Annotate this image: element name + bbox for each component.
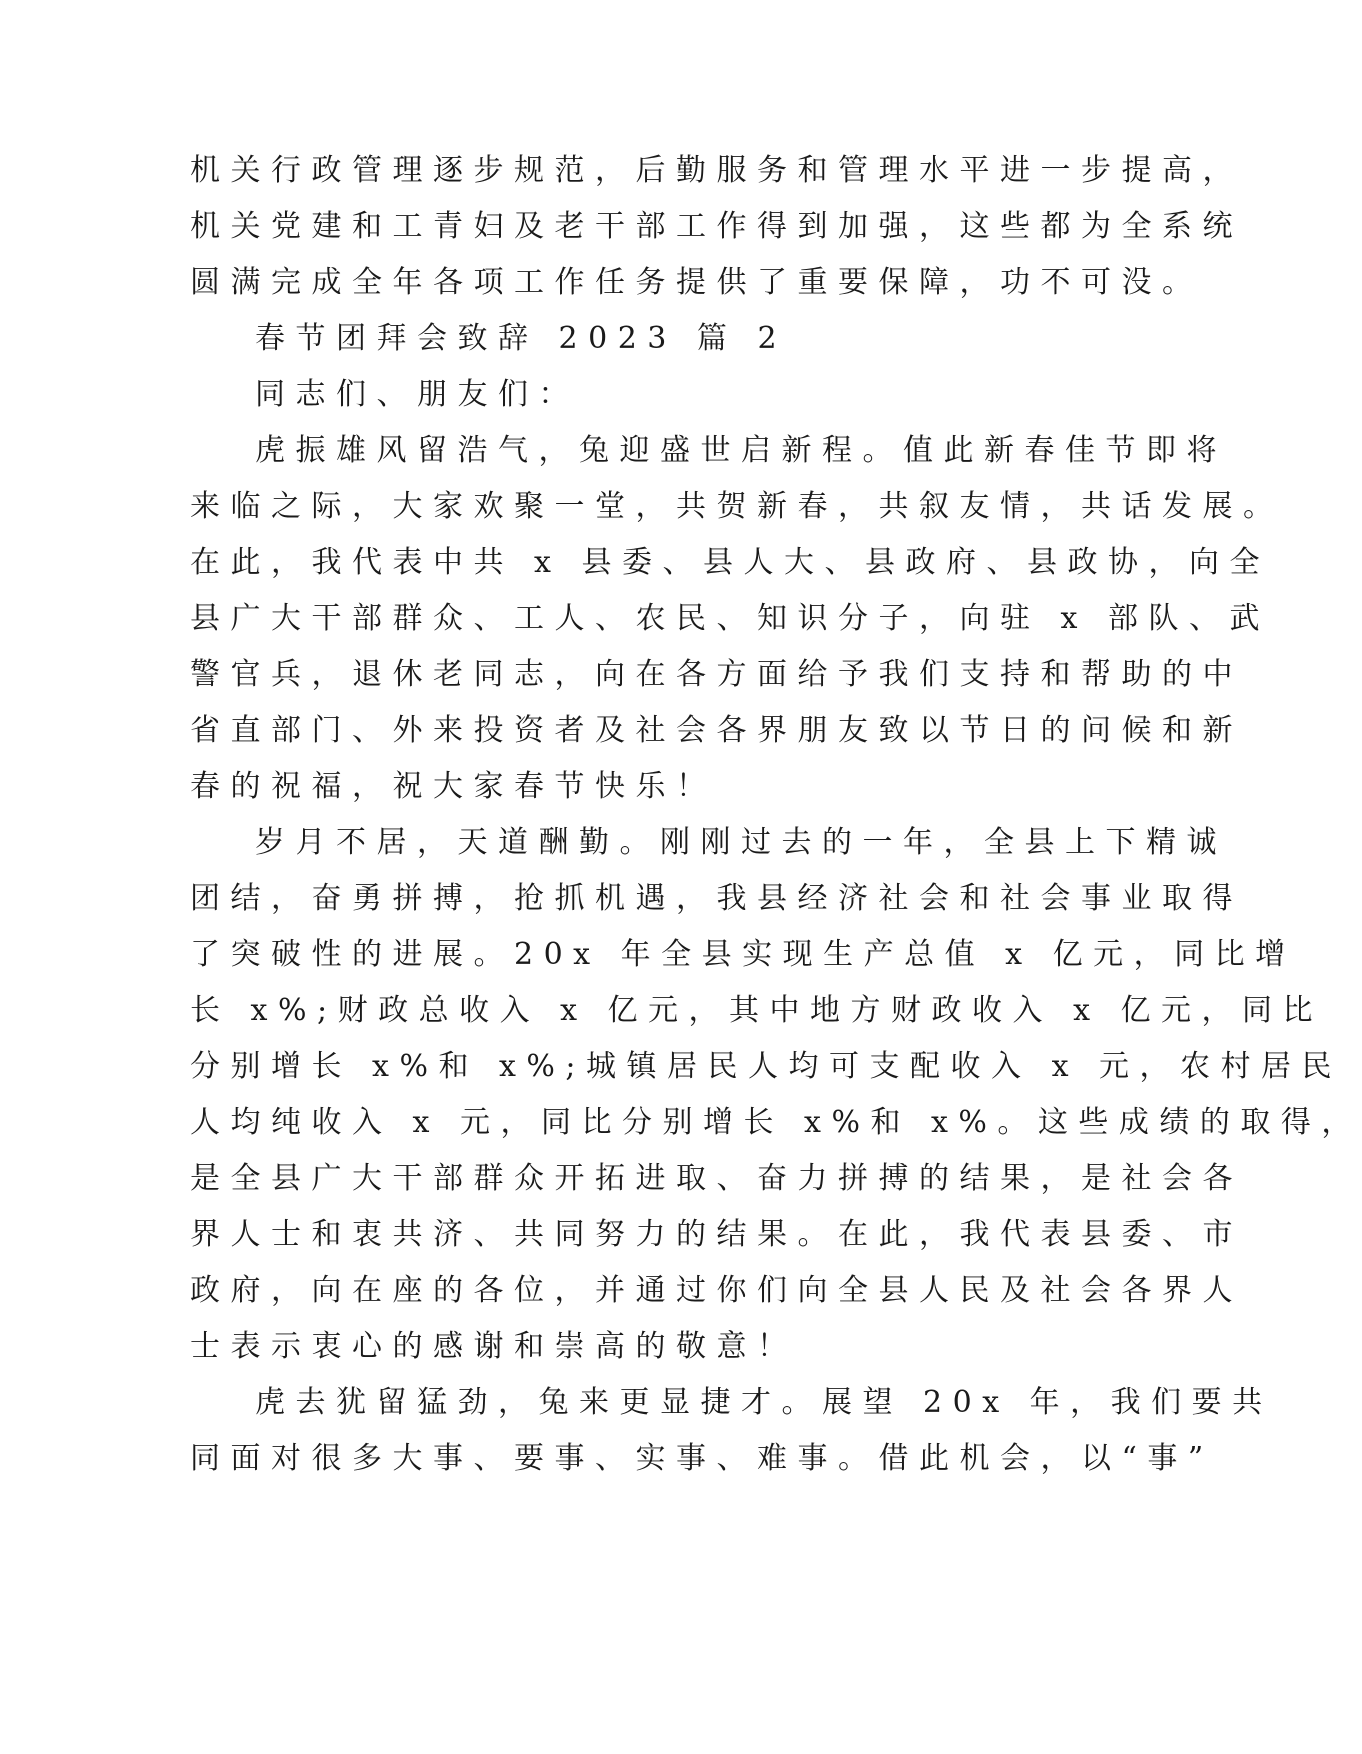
text-line: 是全县广大干部群众开拓进取、奋力拼搏的结果，是社会各 <box>190 1161 1243 1196</box>
text-line: 界人士和衷共济、共同努力的结果。在此，我代表县委、市 <box>190 1217 1243 1252</box>
text-line: 来临之际，大家欢聚一堂，共贺新春，共叙友情，共话发展。 <box>190 489 1284 524</box>
text-line: 虎去犹留猛劲，兔来更显捷才。展望 20x 年，我们要共 <box>255 1385 1273 1420</box>
text-line: 同面对很多大事、要事、实事、难事。借此机会，以“事” <box>190 1441 1214 1476</box>
text-line: 省直部门、外来投资者及社会各界朋友致以节日的问候和新 <box>190 713 1243 748</box>
text-line: 人均纯收入 x 元，同比分别增长 x%和 x%。这些成绩的取得， <box>190 1105 1362 1140</box>
text-line: 政府，向在座的各位，并通过你们向全县人民及社会各界人 <box>190 1273 1243 1308</box>
text-line: 了突破性的进展。20x 年全县实现生产总值 x 亿元，同比增 <box>190 937 1296 972</box>
section-heading: 春节团拜会致辞 2023 篇 2 <box>255 321 788 356</box>
text-line: 春的祝福，祝大家春节快乐！ <box>190 769 717 804</box>
text-line: 虎振雄风留浩气，兔迎盛世启新程。值此新春佳节即将 <box>255 433 1227 468</box>
text-line: 机关行政管理逐步规范，后勤服务和管理水平进一步提高， <box>190 153 1243 188</box>
text-line: 岁月不居，天道酬勤。刚刚过去的一年，全县上下精诚 <box>255 825 1227 860</box>
salutation: 同志们、朋友们： <box>255 377 579 412</box>
text-line: 长 x%;财政总收入 x 亿元，其中地方财政收入 x 亿元，同比 <box>190 993 1324 1028</box>
text-line: 县广大干部群众、工人、农民、知识分子，向驻 x 部队、武 <box>190 601 1270 636</box>
text-line: 机关党建和工青妇及老干部工作得到加强，这些都为全系统 <box>190 209 1243 244</box>
text-line: 士表示衷心的感谢和崇高的敬意！ <box>190 1329 798 1364</box>
text-line: 分别增长 x%和 x%;城镇居民人均可支配收入 x 元，农村居民 <box>190 1049 1343 1084</box>
text-line: 圆满完成全年各项工作任务提供了重要保障，功不可没。 <box>190 265 1203 300</box>
text-line: 在此，我代表中共 x 县委、县人大、县政府、县政协，向全 <box>190 545 1270 580</box>
text-line: 警官兵，退休老同志，向在各方面给予我们支持和帮助的中 <box>190 657 1243 692</box>
text-line: 团结，奋勇拼搏，抢抓机遇，我县经济社会和社会事业取得 <box>190 881 1243 916</box>
